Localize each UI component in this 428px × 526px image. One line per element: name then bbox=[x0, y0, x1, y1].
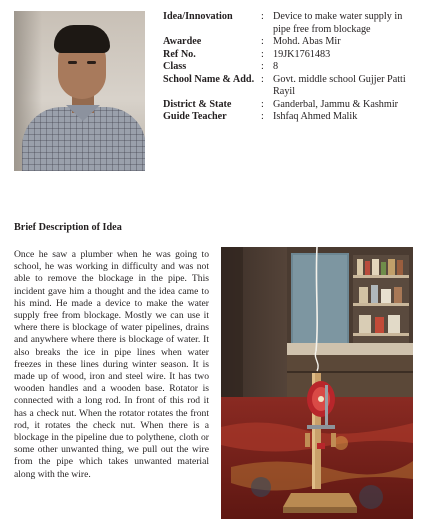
info-separator: : bbox=[261, 48, 264, 60]
brief-description-heading: Brief Description of Idea bbox=[14, 222, 122, 233]
info-label: Ref No. bbox=[163, 48, 196, 60]
info-value: 19JK1761483 bbox=[273, 48, 331, 60]
info-row-awardee bbox=[163, 36, 421, 49]
brief-description-text: Once he saw a plumber when he was going to school, he was working in difficulty and was not able to remove the blockage in the pipe. This incident gave him a thought and the idea came to his mind. He made a device to make the water supply free from blockage. Mostly we can use it where there is blockage of water pipelines, drains and anywhere where there is blockage of water. It also breaks the ice in pipe lines when water freezes in these lines during winter season. It is made up of wood, iron and steel wire. It has two wooden handles and a wooden base. Rotator is connected with a long rod. In front of this rod it has a check nut. When the rotator rotates the front rod, it rotates the check nut. When there is a blockage in the pipeline due to polythene, cloth or some other unwanted thing, we pull out the wire from the pipe which takes unwanted material along with the wire. bbox=[14, 249, 209, 480]
info-value: Ganderbal, Jammu & Kashmir bbox=[273, 98, 399, 110]
profile-info-table bbox=[163, 11, 421, 124]
info-row-district bbox=[163, 99, 421, 112]
info-row-guide-teacher bbox=[163, 111, 421, 124]
device-photo bbox=[221, 247, 413, 519]
info-row-idea bbox=[163, 11, 421, 36]
info-separator: : bbox=[261, 111, 264, 122]
info-value: Device to make water supply in pipe free from blockage bbox=[273, 11, 403, 35]
info-label: Class bbox=[163, 61, 187, 72]
info-label: District & State bbox=[163, 98, 232, 110]
info-separator: : bbox=[261, 11, 264, 22]
info-row-class bbox=[163, 61, 421, 74]
info-value: Ishfaq Ahmed Malik bbox=[273, 111, 358, 122]
info-separator: : bbox=[261, 36, 264, 47]
info-label: Idea/Innovation bbox=[163, 11, 233, 22]
info-separator: : bbox=[261, 61, 264, 72]
info-value: 8 bbox=[273, 61, 279, 72]
info-separator: : bbox=[261, 73, 264, 85]
info-value: Mohd. Abas Mir bbox=[273, 36, 341, 47]
info-row-school bbox=[163, 74, 421, 99]
info-row-ref-no bbox=[163, 49, 421, 62]
info-value: Govt. middle school Gujjer Patti Rayil bbox=[273, 73, 406, 97]
info-label: Awardee bbox=[163, 36, 202, 47]
info-label: Guide Teacher bbox=[163, 111, 227, 122]
info-separator: : bbox=[261, 98, 264, 110]
awardee-photo bbox=[14, 11, 145, 171]
info-label: School Name & Add. bbox=[163, 73, 255, 85]
